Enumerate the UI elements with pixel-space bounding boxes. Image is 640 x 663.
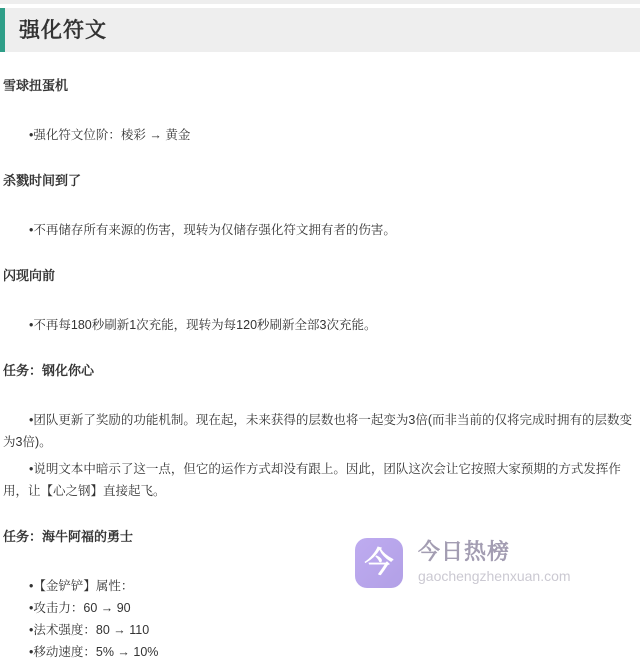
watermark-logo-icon — [355, 538, 403, 588]
section-heading: 任务：海牛阿福的勇士 — [3, 529, 134, 544]
bullet-item: •【金铲铲】属性： — [29, 579, 134, 593]
watermark-text-block — [418, 538, 571, 584]
section-snowball-gacha — [3, 77, 637, 146]
top-divider-strip — [0, 0, 640, 4]
bullet-item: •团队更新了奖励的功能机制。现在起，未来获得的层数也将一起变为3倍(而非当前的仅将完成时拥有的层数变为3倍)。 — [3, 413, 632, 449]
section-heading: 闪现向前 — [3, 268, 56, 283]
bullet-item: •法术强度：80 → 110 — [29, 623, 150, 637]
section-quest-steel-your-heart — [3, 362, 637, 502]
bullet-item: •强化符文位阶：棱彩 → 黄金 — [29, 128, 191, 142]
watermark-site-domain: gaochengzhenxuan.com — [418, 568, 571, 584]
section-heading: 任务：钢化你心 — [3, 363, 95, 378]
bullet-item: •攻击力：60 → 90 — [29, 601, 131, 615]
bullet-item: •移动速度：5% → 10% — [29, 645, 159, 659]
watermark-site-name: 今日热榜 — [418, 539, 511, 564]
section-heading: 杀戮时间到了 — [3, 173, 82, 188]
bullet-item: •不再储存所有来源的伤害，现转为仅储存强化符文拥有者的伤害。 — [29, 223, 396, 237]
section-flash-forward — [3, 267, 637, 336]
page-title: 强化符文 — [19, 19, 107, 42]
page-header — [0, 8, 640, 52]
bullet-item: •说明文本中暗示了这一点，但它的运作方式却没有跟上。因此，团队这次会让它按照大家预期的方式发挥作用，让【心之钢】直接起飞。 — [3, 462, 621, 498]
watermark — [355, 538, 571, 588]
section-heading: 雪球扭蛋机 — [3, 78, 69, 93]
section-killing-time — [3, 172, 637, 241]
watermark-logo-glyph: 今 — [364, 546, 394, 579]
bullet-item: •不再每180秒刷新1次充能，现转为每120秒刷新全部3次充能。 — [29, 318, 377, 332]
